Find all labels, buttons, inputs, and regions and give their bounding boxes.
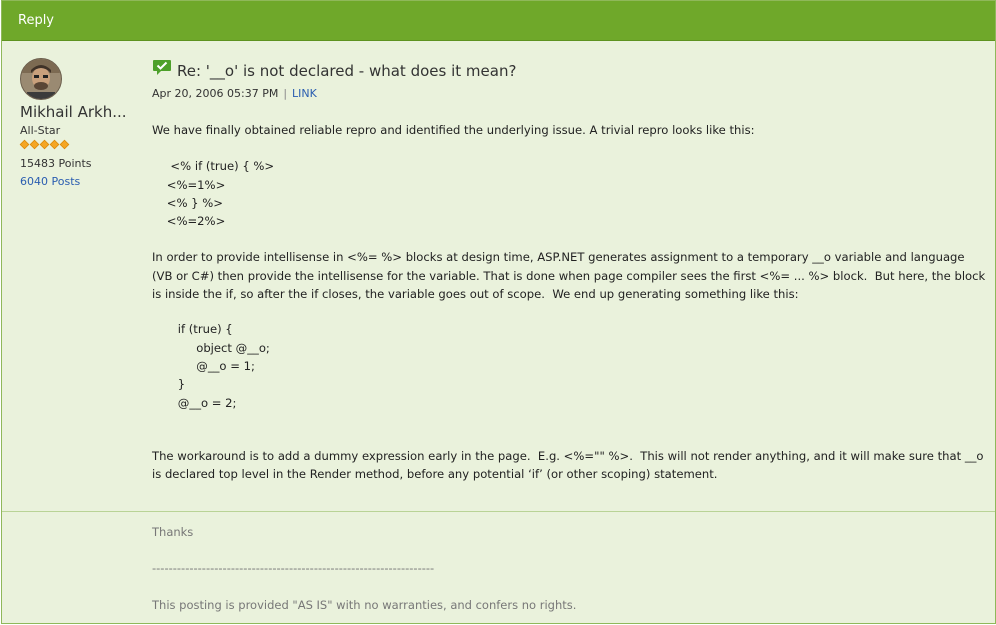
- repro-line: <%=1%>: [152, 177, 226, 192]
- workaround-line: The workaround is to add a dummy expression early in the page. E.g. <%="" %>. This will not render anything, and it will make sure that __o: [152, 448, 984, 463]
- star-icon: [30, 140, 40, 150]
- signature-divider: [2, 511, 995, 512]
- explanation-line: is inside the if, so after the if closes, the variable goes out of scope. We end up generating something like this:: [152, 287, 799, 302]
- author-points: 15483 Points: [20, 157, 92, 170]
- star-icon: [50, 140, 60, 150]
- avatar[interactable]: [20, 58, 62, 100]
- generated-code-line: @__o = 2;: [152, 395, 237, 410]
- meta-separator: |: [283, 87, 288, 100]
- forum-post-panel: [1, 0, 996, 624]
- intro-paragraph: We have finally obtained reliable repro and identified the underlying issue. A trivial repro looks like this:: [152, 123, 755, 137]
- generated-code-line: if (true) {: [152, 322, 233, 337]
- author-name[interactable]: Mikhail Arkh...: [20, 103, 127, 121]
- answer-check-icon: [152, 59, 172, 80]
- reply-button[interactable]: Reply: [18, 13, 55, 28]
- explanation-line: (VB or C#) then provide the intellisense for the variable. That is done when page compiler sees the first <%= ... %> block. But here, the block: [152, 268, 986, 283]
- repro-line: <% } %>: [152, 195, 223, 210]
- post-header-bar: [2, 1, 995, 41]
- generated-code-line: @__o = 1;: [152, 358, 255, 373]
- post-meta: [152, 87, 317, 100]
- star-icon: [40, 140, 50, 150]
- repro-line: <% if (true) { %>: [152, 159, 275, 174]
- repro-line: <%=2%>: [152, 214, 226, 229]
- generated-code-line: }: [152, 377, 186, 392]
- post-body: [152, 121, 984, 483]
- generated-code-line: object @__o;: [152, 340, 270, 355]
- star-icon: [60, 140, 70, 150]
- author-posts-link[interactable]: 6040 Posts: [20, 175, 81, 188]
- signature-disclaimer: This posting is provided "AS IS" with no warranties, and confers no rights.: [152, 598, 577, 612]
- author-rank: All-Star: [20, 124, 61, 137]
- star-icon: [20, 140, 30, 150]
- post-permalink[interactable]: LINK: [292, 87, 317, 100]
- star-rating: [20, 140, 69, 149]
- signature-rule: --------------------------------------------------------------------: [152, 561, 435, 575]
- explanation-line: In order to provide intellisense in <%= %> blocks at design time, ASP.NET generates assignment to a temporary __o variable and language: [152, 250, 965, 265]
- post-date: Apr 20, 2006 05:37 PM: [152, 87, 279, 100]
- signature-thanks: Thanks: [152, 525, 194, 539]
- post-title: Re: '__o' is not declared - what does it mean?: [177, 62, 517, 80]
- workaround-line: is declared top level in the Render method, before any potential ‘if’ (or other scoping) statement.: [152, 467, 718, 482]
